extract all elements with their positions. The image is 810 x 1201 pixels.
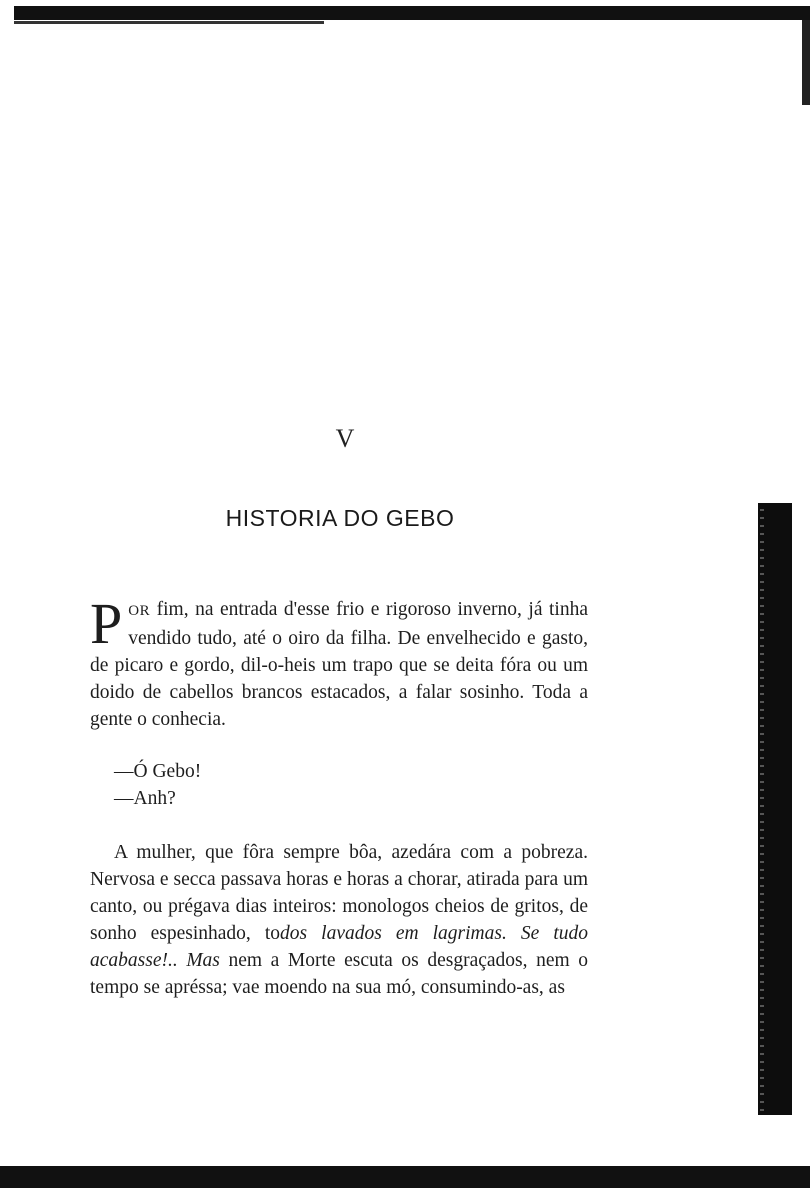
paragraph-2 xyxy=(90,839,588,1001)
scan-right-top-edge xyxy=(802,20,810,105)
scan-right-bar xyxy=(758,503,792,1115)
paragraph-2-text-b: nem a Morte escuta os desgraçados, nem o tempo se apréssa; vae moendo na sua mó, consumindo-as, as xyxy=(90,950,588,998)
paragraph-2-italic: dos lavados em lagrimas. Se tudo acabasse!.. Mas xyxy=(90,923,589,971)
paragraph-1 xyxy=(90,591,588,733)
dialogue-line-1: —Ó Gebo! xyxy=(114,761,202,782)
paragraph-2-text-a: A mulher, que fôra sempre bôa, azedára com a pobreza. Nervosa e secca passava horas e horas a chorar, atirada para um canto, ou prégava dias inteiros: monologos cheios de gritos, de sonho espesinhado, to xyxy=(90,842,588,944)
chapter-number: V xyxy=(335,424,355,453)
dialogue-line-2: —Anh? xyxy=(114,788,176,809)
dropcap: P xyxy=(90,591,123,656)
scan-right-edge-lower xyxy=(792,720,810,1020)
scan-top-border xyxy=(14,6,810,20)
scan-bottom-border xyxy=(0,1166,810,1188)
chapter-title: HISTORIA DO GEBO xyxy=(225,505,455,531)
paragraph-1-text: fim, na entrada d'esse frio e rigoroso inverno, já tinha vendido tudo, até o oiro da filha. De envelhecido e gasto, de picaro e gordo, dil-o-heis um trapo que se deita fóra ou um doido de cabellos brancos estacados, a falar sosinho. Toda a gente o conhecia. xyxy=(90,599,588,730)
smallcaps-lead: OR xyxy=(128,603,151,619)
